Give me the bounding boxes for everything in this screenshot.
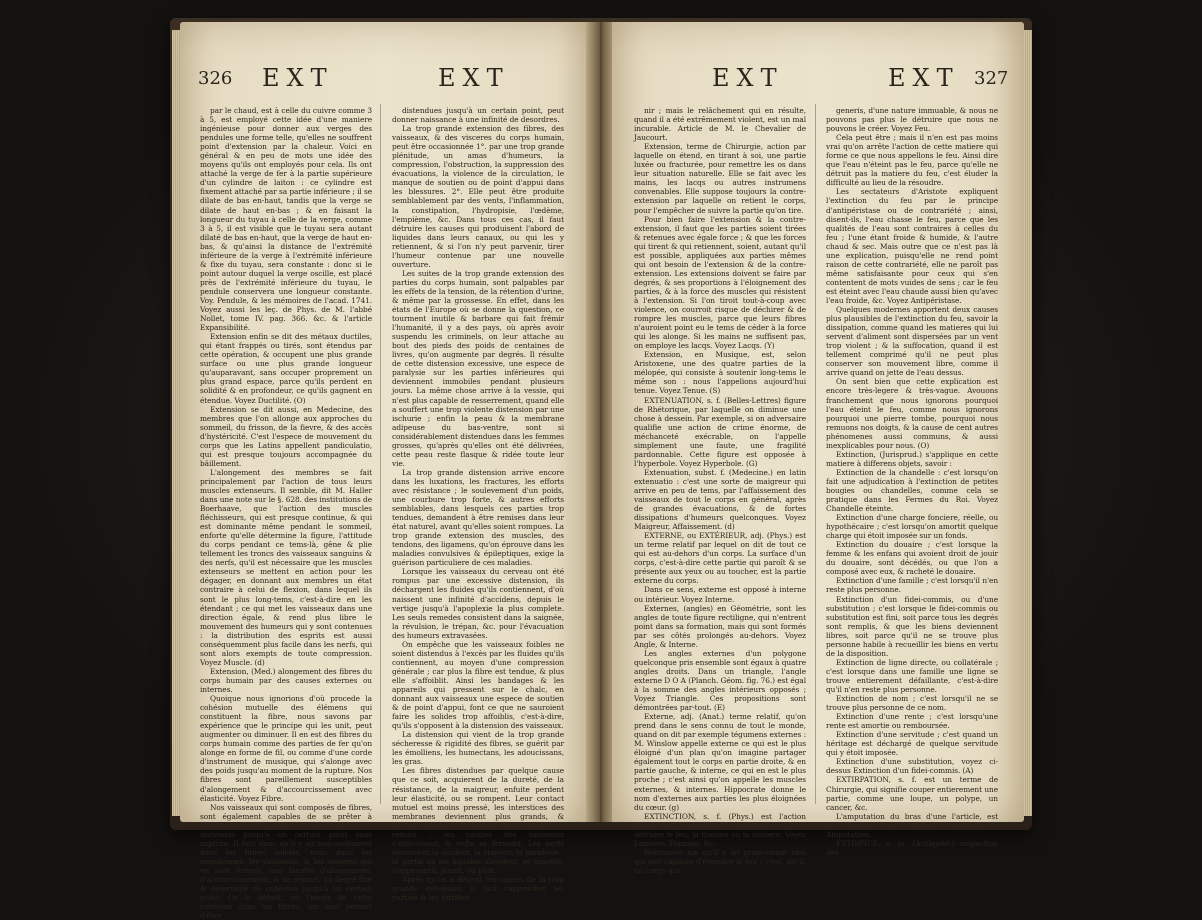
paragraph: Extinction d'une rente ; c'est lorsqu'une rente est amortie ou remboursée.: [826, 712, 998, 731]
paragraph: On empêche que les vaisseaux foibles ne soient distendus à l'excès par les fluides qu'ils contiennent, au moyen d'une compression générale ; car plus la fibre est tendue, & plus elle s'affoiblit. Ainsi les bandages & les appareils qui pressent sur le chalc, en donnant aux vaisseaux une espece de soutien & de point d'appui, font ce que ne sauroient faire les solides trop affoiblis, c'est-à-dire, qu'ils s'opposent à la distension des vaisseaux.: [392, 639, 564, 731]
paragraph: Externe, adj. (Anat.) terme relatif, qu'on prend dans le sens connu de tout le monde, quand on dit par exemple tégumens externes : M. Winslow appelle externe ce qui est le plus éloigné d'un plan qu'on imagine partager également tout le corps en partie droite, & en partie gauche, & interne, ce qui en est le plus proche ; c'est ainsi qu'on appelle les muscles externes, & internes. Hippocrate donne le nom d'externes aux parties les plus éloignées du cœur. (g): [634, 712, 806, 812]
paragraph: generis, d'une nature immuable, & nous ne pouvons pas plus le détruire que nous ne pouvons le créer. Voyez Feu.: [826, 106, 998, 134]
paragraph: EXTERNE, ou EXTÉRIEUR, adj. (Phys.) est un terme relatif par lequel on dit de tout ce qui est au-dehors d'un corps. La surface d'un corps, c'est-à-dire cette partie qui paroît & se présente aux yeux ou au toucher, est la partie externe du corps.: [634, 531, 806, 586]
left-headword-2: EXT: [438, 64, 510, 92]
right-headword-2: EXT: [888, 64, 960, 92]
paragraph: La distension qui vient de la trop grande sécheresse & rigidité des fibres, se guérit par les émolliens, les humectans, les adoucissans, les gras.: [392, 730, 564, 767]
paragraph: distendues jusqu'à un certain point, peut donner naissance à une infinité de desordres.: [392, 106, 564, 125]
paragraph: Les angles externes d'un polygone quelconque pris ensemble sont égaux à quatre angles droits. Dans un triangle, l'angle externe D O A (Planch. Géom. fig. 76.) est égal à la somme des angles intérieurs opposés ; Voyez Triangle. Ces propositions sont démontrées par-tout. (E): [634, 648, 806, 713]
paragraph: nir ; mais le relâchement qui en résulte, quand il a été extrêmement violent, est un mal incurable. Article de M. le Chevalier de Jaucourt.: [634, 106, 806, 143]
paragraph: Les sectateurs d'Aristote expliquent l'extinction du feu par le principe d'antipéristase ou de contrariété ; ainsi, disent-ils, l'eau chasse le feu, parce que les qualités de l'eau sont contraires à celles du feu ; l'une étant froide & humide, & l'autre chaud & sec. Mais outre que ce n'est pas là une explication, puisqu'elle ne rend point raison de cette contrariété, elle ne paroît pas même satisfaisante pour ceux qui s'en contentent de mots vuides de sens ; car le feu est éteint avec l'eau chaude aussi bien qu'avec l'eau froide, &c. Voyez Antipéristase.: [826, 187, 998, 305]
paragraph: Extension, terme de Chirurgie, action par laquelle on étend, en tirant à soi, une partie luxée ou fracturée, pour remettre les os dans leur situation naturelle. Elle se fait avec les mains, les lacqs ou autres instrumens convenables. Elle suppose toujours la contre-extension par laquelle on retient le corps, pour l'empêcher de suivre la partie qu'on tire.: [634, 142, 806, 215]
left-headword-1: EXT: [262, 64, 334, 92]
paragraph: On sent bien que cette explication est encore très-legere & très-vague. Avouons franchement que nous ignorons pourquoi l'eau éteint le feu, comme nous ignorons pourquoi une pierre tombe, pourquoi nous remuons nos doigts, & la cause de cent autres phénomenes aussi communs, & aussi inexplicables pour nous. (O): [826, 377, 998, 450]
paragraph: Extinction d'une charge fonciere, réelle, ou hypothécaire ; c'est lorsqu'on amortit quelque charge qui étoit imposée sur un fonds.: [826, 513, 998, 541]
right-column-1: [634, 106, 806, 875]
paragraph: Les suites de la trop grande extension des parties du corps humain, sont palpables par les effets de la tension, de la rétention d'urine, & même par la grossesse. En effet, dans les états de l'Europe où se donne la question, ce tourment inutile & barbare qui fait frémir l'humanité, il y a des pays, où après avoir suspendu les criminels, on leur attache au bout des pieds des poids de centaines de livres, qu'on augmente par degrés. Il résulte de cette distension excessive, une espece de paralysie sur les parties inférieures qui deviennent immobiles pendant plusieurs jours. La même chose arrive à la vessie, qui n'est plus capable de resserrement, quand elle a souffert une trop violente distension par une ischurie ; enfin la peau & la membrane adipeuse du bas-ventre, sont si considérablement distendues dans les femmes grosses, qu'après qu'elles ont été délivrées, cette peau reste flasque & ridée toute leur vie.: [392, 268, 564, 468]
paragraph: EXTIRPATION, s. f. est un terme de Chirurgie, qui signifie couper entierement une partie, comme une loupe, un polype, un cancer, &c.: [826, 775, 998, 812]
paragraph: Dans ce sens, externe est opposé à interne ou intérieur. Voyez Interne.: [634, 585, 806, 604]
paragraph: Extinction d'une substitution, voyez ci-dessus Extinction d'un fidei-commis. (A): [826, 757, 998, 776]
paragraph: Cela peut être ; mais il n'en est pas moins vrai qu'on arrête l'action de cette matiere qui forme ce que nous appellons le feu. Ainsi dire que l'eau n'éteint pas le feu, parce qu'elle ne détruit pas la matiere du feu, c'est éluder la difficulté au lieu de la résoudre.: [826, 133, 998, 188]
paragraph: Les fibres distendues par quelque cause que ce soit, acquierent de la dureté, de la résistance, de la maigreur, enfuite perdent leur élasticité, ou se rompent. Leur contact mutuel est moins pressé, les interstices des membranes deviennent plus grands, & laissent passer les humeurs qu'ils devroient retenir : les cavités des vaisseaux s'étrécissent, & enfin se ferment. Les nerfs éprouvent la douleur, la stupeur, la paralysie : la partie où les liquides abordent, se tuméfie, s'appesantit, jaunit, ou pâlit.: [392, 766, 564, 875]
paragraph: Extinction de ligne directe, ou collatérale ; c'est lorsque dans une famille une ligne se trouve entierement défaillante, c'est-à-dire qu'il n'en reste plus personne.: [826, 657, 998, 694]
paragraph: Extinction, (Jurisprud.) s'applique en cette matiere à differens objets, savoir :: [826, 449, 998, 468]
left-page: [180, 22, 590, 920]
left-column-1: [200, 106, 372, 920]
right-headword-1: EXT: [712, 64, 784, 92]
left-page-number: 326: [198, 68, 233, 89]
paragraph: Pour bien faire l'extension & la contre-extension, il faut que les parties soient tirées & retenues avec égale force ; & que les forces qui tirent & qui retiennent, soient, autant qu'il est possible, appliquées aux parties mêmes qui ont besoin de l'extension & de la contre-extension. Les extensions doivent se faire par degrés, & ses proportions à l'éloignement des parties, & à la force des muscles qui résistent à l'extension. Si l'on tiroit tout-à-coup avec violence, on courroit risque de déchirer & de rompre les muscles, parce que leurs fibres n'auroient point eu le tems de céder à la force qui les alonge. Si les mains ne suffisent pas, on employe les lacqs. Voyez Lacqs. (Y): [634, 214, 806, 351]
paragraph: Extension, en Musique, est, selon Aristoxene, une des quatre parties de la mélopée, qui consiste à soutenir long-tems le même son : nous l'appelions aujourd'hui tenue. Voyez Tenue. (S): [634, 350, 806, 396]
paragraph: par le chaud, est à celle du cuivre comme 3 à 5, est employé cette idée d'une maniere ingénieuse pour donner aux verges des pendules une forme telle, qu'elles ne souffrent point d'extension par la chaleur. Voici en général & en peu de mots une idée des moyens qu'ils ont employés pour cela. Ils ont attaché la verge de fer à la partie supérieure d'un cylindre de laiton : ce cylindre est fixement attaché par sa partie inférieure ; il se dilate de bas en-haut, tandis que la verge se dilate de haut en-bas ; & en faisant la longueur du tuyau à celle de la verge, comme 3 à 5, il est visible que le tuyau sera autant dilaté de bas en-haut, que la verge de haut en-bas, & qu'ainsi la distance de l'extrémité inférieure de la verge à l'extrémité inférieure & fixe du tuyau, sera constante : donc si le point autour duquel la verge oscille, est placé près de l'extrémité inférieure du tuyau, le pendule conservera une longueur constante. Voy. Pendule, & les mémoires de l'acad. 1741. Voyez aussi les leç. de Phys. de M. l'abbé Nollet, tome IV. pag. 366. &c. & l'article Expansibilité.: [200, 106, 372, 333]
paragraph: Extension enfin se dit des métaux ductiles, qui étant frappés ou tirés, sont étendus par cette opération, & occupent une plus grande surface ou une plus grande longueur qu'auparavant, sans occuper proprement un plus grand espace, parce qu'ils perdent en solidité & en profondeur, ce qu'ils gagnent en étendue. Voyez Ductilité. (O): [200, 332, 372, 405]
right-page-number: 327: [974, 68, 1009, 89]
paragraph: Externes, (angles) en Géométrie, sont les angles de toute figure rectiligne, qui n'entrent point dans sa formation, mais qui sont formés par ses côtés prolongés au-dehors. Voyez Angle, & Interne.: [634, 603, 806, 649]
paragraph: Extinction de la chandelle : c'est lorsqu'on fait une adjudication à l'extinction de petites bougies ou chandelles, comme cela se pratique dans les Fermes du Roi. Voyez Chandelle éteinte.: [826, 467, 998, 514]
paragraph: La trop grande extension des fibres, des vaisseaux, & des visceres du corps humain, peut être occasionnée 1°. par une trop grande plénitude, un amas d'humeurs, la compression, l'obstruction, la suppression des évacuations, la violence de la circulation, le manque de soutien ou de point d'appui dans les blessures. 2°. Elle peut être produite semblablement par des vents, l'inflammation, la constipation, l'hydropisie, l'œdème, l'empième, &c. Dans tous ces cas, il faut détruire les causes qui produisent l'abord de liquides dans leurs canaux, ou qui les y retiennent, & si l'on n'y peut parvenir, tirer l'humeur contenue par une nouvelle ouverture.: [392, 124, 564, 269]
paragraph: Extinction d'un fidei-commis, ou d'une substitution ; c'est lorsque le fidei-commis ou substitution est fini, soit parce tous les degrés sont remplis, & que les biens deviennent libres, soit parce qu'il ne se trouve plus personne habile à recueillir les biens en vertu de la disposition.: [826, 594, 998, 658]
paragraph: Extinction d'une famille ; c'est lorsqu'il n'en reste plus personne.: [826, 576, 998, 595]
paragraph: EXTINCTION, s. f. (Phys.) est l'action d'éteindre, c'est-à-dire d'anéantir ou de détruire le feu, la flamme ou la lumiere. Voyez Lumiere, Flamme, &c.: [634, 811, 806, 848]
left-column-rule: [380, 104, 381, 804]
left-column-2: [392, 106, 564, 903]
paragraph: L'alongement des membres se fait principalement par l'action de tous leurs muscles extenseurs. Il semble, dit M. Haller dans une note sur le §. 628. des institutions de Boerhaave, que l'action des muscles fléchisseurs, qui est presque continue, & qui est dominante même pendant le sommeil, enforte qu'elle détermine la figure, l'attitude du corps pendant ce tems-là, gêne & plie tellement les troncs des vaisseaux sanguins & des nerfs, qu'il est nécessaire que les muscles extenseurs se mettent en action pour les dégager, en donnant aux membres un état contraire à celui de flexion, dans lequel ils sont le plus long-tems, c'est-à-dire en les étendant ; ce qui met les vaisseaux dans une direction égale, & rend plus libre le mouvement des humeurs qui y sont contenues : la distribution des esprits est aussi conséquemment plus facile dans les nerfs, qui sont alors exempts de toute compression. Voyez Muscle. (d): [200, 467, 372, 667]
paragraph: Quoique nous ignorions d'où procede la cohésion mutuelle des élémens qui constituent la fibre, nous savons par expérience que le principe qui les unit, peut augmenter ou diminuer. Il en est des fibres du corps humain comme des parties de fer qu'on alonge en forme de fil, ou comme d'une corde d'instrument de musique, qui s'alonge avec des poids jusqu'au moment de la rupture. Nos fibres sont pareillement susceptibles d'alongement & d'accourcissement avec élasticité. Voyez Fibre.: [200, 694, 372, 803]
paragraph: Quelques modernes apportent deux causes plus plausibles de l'extinction du feu, savoir la dissipation, comme quand les matieres qui lui servent d'aliment sont dispersées par un vent trop violent ; & la suffocation, quand il est tellement comprimé qu'il ne peut plus conserver son mouvement libre, comme il arrive quand on jette de l'eau dessus.: [826, 305, 998, 378]
paragraph: Extenuation, subst. f. (Medecine.) en latin extenuatio : c'est une sorte de maigreur qui arrive en peu de tems, par l'affaissement des vaisseaux de tout le corps en général, après de grandes évacuations, & de fortes dissipations d'humeurs quelconques. Voyez Maigreur, Affaissement. (d): [634, 467, 806, 532]
right-running-head: [612, 64, 1024, 94]
paragraph: Lorsque les vaisseaux du cerveau ont été rompus par une excessive distension, ils déchargent les fluides qu'ils contiennent, d'où naissent une infinité d'accidens, depuis le vertige jusqu'à l'apoplexie la plus complete. Les seuls remedes consistent dans la saignée, la révulsion, le trépan, &c. pour l'évacuation des humeurs extravasées.: [392, 567, 564, 640]
paragraph: Extinction du douaire ; c'est lorsque la femme & les enfans qui avoient droit de jouir du douaire, sont décédés, ou que l'on a composé avec eux, & racheté le douaire.: [826, 540, 998, 577]
paragraph: Extinction d'une servitude ; c'est quand un héritage est déchargé de quelque servitude qui y étoit imposée.: [826, 730, 998, 758]
right-column-rule: [815, 104, 816, 804]
paragraph: Après qu'on a détruit les causes de la trop grande extension, il faut rapprocher les parties & les fortifier: [392, 874, 564, 903]
paragraph: Extension se dit aussi, en Medecine, des membres que l'on allonge aux approches du sommeil, du frisson, de la fievre, & des accès d'hystéricité. C'est l'espece de mouvement du corps que les Latins appellent pandiculatio, qui est presque toujours accompagnée du bâillement.: [200, 404, 372, 468]
left-running-head: [180, 64, 590, 94]
paragraph: EXTENUATION, s. f. (Belles-Lettres) figure de Rhétorique, par laquelle on diminue une chose à dessein. Par exemple, si on adversaire qualifie une action de crime énorme, de méchanceté exécrable, on l'appelle simplement une faute, une fragilité pardonnable. Cette figure est opposée à l'hyperbole. Voyez Hyperbole. (G): [634, 395, 806, 468]
paragraph: Boerhaave nie qu'il y ait proprement rien qui soit capable d'éteindre le feu : c'est, dit-il, un corps qui: [634, 847, 806, 875]
right-page: [612, 22, 1024, 875]
paragraph: Extinction de nom ; c'est lorsqu'il ne se trouve plus personne de ce nom.: [826, 694, 998, 713]
paragraph: Extension, (Med.) alongement des fibres du corps humain par des causes externes ou internes.: [200, 666, 372, 694]
paragraph: L'amputation du bras d'une l'article, est une extirpation de l'extrémité supérieure. V. Amputation.: [826, 811, 998, 839]
right-column-2: [826, 106, 998, 857]
paragraph: Nos vaisseaux qui sont composés de fibres, sont également capables de se prêter à l'impulsion du fluide, & peuvent être distendus jusqu'à un certain point sans rupture. Il faut donc qu'il y ait non-seulement dans les fibres solides, mais dans les membranes, les vaisseaux, & les visceres qui en sont formés, une faculté d'alongement, d'accourcissement, & de ressort, un degré fixe & déterminé de cohésion jusqu'à un certain point. Or le défaut, ou l'excès de cette cohésion dans les fibres, qui leur permet d'être: [200, 802, 372, 920]
paragraph: La trop grande distension arrive encore dans les luxations, les fractures, les efforts avec résistance ; le soulevement d'un poids, une courbure trop forte, & autres efforts semblables, dans lesquels ces parties trop tendues, demandent à être remises dans leur état naturel, avant qu'elles soient rompues. La trop grande extension des muscles, des tendons, des ligamens, qu'on éprouve dans les maladies convulsives & épileptiques, exige la guérison particuliere de ces maladies.: [392, 467, 564, 568]
paragraph: EXTISPICE, s. m. (Antiquité.) inspection des: [826, 838, 998, 857]
